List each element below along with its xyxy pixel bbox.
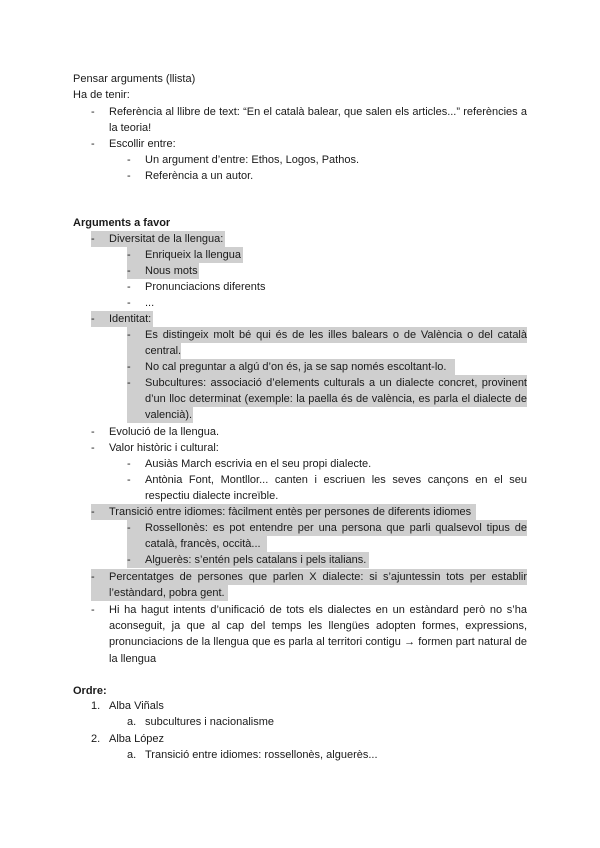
requirement-author: Referència a un autor. [145,170,254,182]
page-title: Pensar arguments (llista) [73,73,196,85]
transicio-sub: Alguerès: s’entén pels catalans i pels italians. [145,554,367,566]
ordre-number: 1. [91,700,101,712]
valor-sub: Ausiàs March escrivia en el seu propi dialecte. [145,458,372,470]
ordre-number: 2. [91,733,101,745]
section-heading-ordre: Ordre: [73,685,107,697]
bullet-dash: - [127,170,131,182]
section-heading-favor: Arguments a favor [73,217,171,229]
ordre-speaker: Alba López [109,733,165,745]
identitat-sub: Subcultures: associació d’elements culturals a un dialecte concret, provinent d’un lloc determinat (exemple: la paella és de valència, es parla el dialecte de valencià). [145,377,527,421]
bullet-dash: - [91,604,95,616]
transicio-sub: Rossellonès: es pot entendre per una persona que parli qualsevol tipus de català, francès, occità... [145,522,527,550]
bullet-dash: - [127,377,131,389]
diversitat-sub: Pronunciacions diferents [145,281,266,293]
argument-transicio: Transició entre idiomes: fàcilment entès per persones de diferents idiomes [109,506,472,518]
ordre-speaker: Alba Viñals [109,700,164,712]
bullet-dash: - [127,458,131,470]
bullet-dash: - [91,571,95,583]
bullet-dash: - [91,106,95,118]
bullet-dash: - [127,265,131,277]
requirement-textbook: Referència al llibre de text: “En el català balear, que salen els articles...” referències a la teoria! [109,106,527,135]
bullet-dash: - [91,426,95,438]
bullet-dash: - [91,313,95,325]
ordre-topic: subcultures i nacionalisme [145,716,275,728]
bullet-dash: - [127,281,131,293]
argument-evolucio: Evolució de la llengua. [109,426,220,438]
requirements-label: Ha de tenir: [73,89,130,101]
requirement-choose: Escollir entre: [109,138,176,150]
bullet-dash: - [127,329,131,341]
argument-diversitat: Diversitat de la llengua: [109,233,224,245]
bullet-dash: - [127,522,131,534]
bullet-dash: - [127,297,131,309]
bullet-dash: - [127,249,131,261]
argument-identitat: Identitat: [109,313,152,325]
identitat-sub: Es distingeix molt bé qui és de les illes balears o de València o del català central. [145,329,527,357]
argument-valor: Valor històric i cultural: [109,442,219,454]
bullet-dash: - [127,474,131,486]
ordre-topic: Transició entre idiomes: rossellonès, alguerès... [145,749,378,761]
diversitat-sub: ... [145,297,155,309]
argument-intents: Hi ha hagut intents d’unificació de tots els dialectes en un estàndard però no s’ha aconseguit, ja que al cap del temps les llengües adopten formes, expressions, pronunciacions de la llengua que es parla al territori contigu → formen part natural de la llengua [109,604,527,665]
bullet-dash: - [91,506,95,518]
bullet-dash: - [127,154,131,166]
bullet-dash: - [127,554,131,566]
identitat-sub: No cal preguntar a algú d’on és, ja se sap només escoltant-lo. [145,361,447,373]
diversitat-sub: Enriqueix la llengua [145,249,242,261]
ordre-letter: a. [127,716,137,728]
argument-percentatges: Percentatges de persones que parlen X dialecte: si s’ajuntessin tots per establir l’estàndard, pobra gent. [109,571,527,599]
ordre-letter: a. [127,749,137,761]
requirement-argument: Un argument d’entre: Ethos, Logos, Pathos. [145,154,360,166]
bullet-dash: - [127,361,131,373]
bullet-dash: - [91,442,95,454]
bullet-dash: - [91,233,95,245]
bullet-dash: - [91,138,95,150]
valor-sub: Antònia Font, Montllor... canten i escriuen les seves cançons en el seu respectiu dialecte increïble. [145,474,527,502]
diversitat-sub: Nous mots [145,265,198,277]
